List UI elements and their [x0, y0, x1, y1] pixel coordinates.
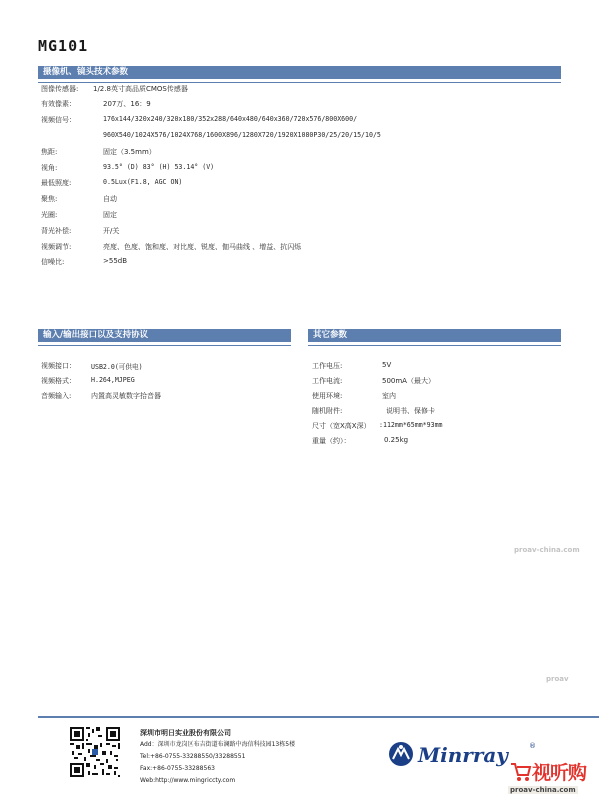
other-spec-list [312, 361, 561, 456]
spec-value: 内置高灵敏数字拾音器 [91, 392, 161, 400]
watermark-side-text-2: proav [546, 675, 569, 683]
spec-label: 光圈: [41, 211, 58, 219]
spec-label: 随机附件: [312, 407, 343, 415]
spec-label: 视频接口： [41, 362, 76, 370]
spec-label: 聚焦: [41, 195, 58, 203]
section-title-camera: 摄像机、镜头技术参数 [43, 67, 129, 77]
spec-value: 93.5° (D) 83° (H) 53.14° (V) [103, 163, 215, 171]
qr-code-icon [70, 727, 120, 777]
spec-value: 176x144/320x240/320x180/352x288/640x480/640x360/720x576/800X600/ [103, 115, 358, 123]
company-name: 深圳市明日实业股份有限公司 [140, 729, 231, 737]
company-tel: Tel:+86-0755-33288550/33288551 [140, 753, 246, 760]
spec-label: 信噪比: [41, 258, 65, 266]
section-underline [38, 82, 561, 83]
watermark-url: proav-china.com [510, 786, 576, 794]
spec-label: 有效像素： [41, 100, 76, 108]
company-fax: Fax:+86-0755-33288563 [140, 765, 215, 772]
spec-value: 说明书、保修卡 [386, 407, 435, 415]
spec-value: 0.25kg [384, 436, 409, 444]
spec-value: 500mA（最大） [382, 377, 435, 385]
spec-label: 音频输入: [41, 392, 72, 400]
section-title-io: 输入/输出接口以及支持协议 [43, 330, 149, 340]
brand-logo-text: Minrray [418, 743, 508, 767]
registered-mark: ® [529, 742, 536, 750]
camera-spec-list [41, 84, 561, 264]
spec-value: 207万、16：9 [103, 100, 151, 108]
spec-label: 图像传感器: [41, 85, 79, 93]
company-info [140, 727, 295, 787]
spec-value: 固定（3.5mm） [103, 148, 156, 156]
spec-label: 视频格式： [41, 377, 76, 385]
watermark-side-text: proav-china.com [514, 546, 580, 554]
spec-label: 最低照度: [41, 179, 72, 187]
spec-label: 重量（约）： [312, 437, 351, 445]
spec-value: 开/关 [103, 227, 120, 235]
spec-value: USB2.0(可供电) [91, 363, 143, 371]
watermark-brand: 视听购 [532, 762, 587, 784]
section-title-other: 其它参数 [313, 330, 348, 340]
section-bar-other [308, 329, 561, 342]
spec-value: >55dB [103, 257, 128, 265]
io-spec-list [41, 361, 291, 406]
spec-label: 视频调节: [41, 243, 72, 251]
section-bar-camera [38, 66, 561, 79]
section-bar-io [38, 329, 291, 342]
footer-divider [38, 716, 599, 718]
spec-value: 1/2.8英寸高品质CMOS传感器 [93, 85, 188, 93]
spec-value: 0.5Lux(F1.8, AGC ON) [103, 178, 183, 186]
section-underline [308, 345, 561, 346]
spec-value: 固定 [103, 211, 117, 219]
spec-label: 背光补偿: [41, 227, 72, 235]
spec-value: 亮度、色度、饱和度、对比度、锐度、伽马曲线 、增益、抗闪烁 [103, 243, 302, 251]
spec-value: 室内 [382, 392, 396, 400]
spec-value: 960X540/1024X576/1024X768/1600X896/1280X720/1920X1080P30/25/20/15/10/5 [103, 131, 381, 139]
section-underline [38, 345, 291, 346]
company-web: Web:http://www.mingriccty.com [140, 777, 236, 784]
spec-value: 5V [382, 361, 392, 369]
spec-label: 视频信号： [41, 116, 76, 124]
spec-value: :112mm*65mm*93mm [379, 421, 443, 429]
spec-label: 工作电压: [312, 362, 343, 370]
shopping-cart-icon [510, 760, 532, 782]
spec-label: 尺寸（宽X高X深） [312, 422, 371, 430]
minrray-logo-icon [388, 741, 414, 767]
company-address: Add：深圳市龙岗区布吉街道布澜路中海信科技园13栋5楼 [140, 741, 296, 748]
spec-label: 使用环境: [312, 392, 343, 400]
model-title: MG101 [38, 37, 89, 55]
spec-value: H.264,MJPEG [91, 376, 135, 384]
spec-label: 工作电流: [312, 377, 343, 385]
spec-label: 视角: [41, 164, 58, 172]
spec-value: 自动 [103, 195, 117, 203]
spec-label: 焦距: [41, 148, 58, 156]
